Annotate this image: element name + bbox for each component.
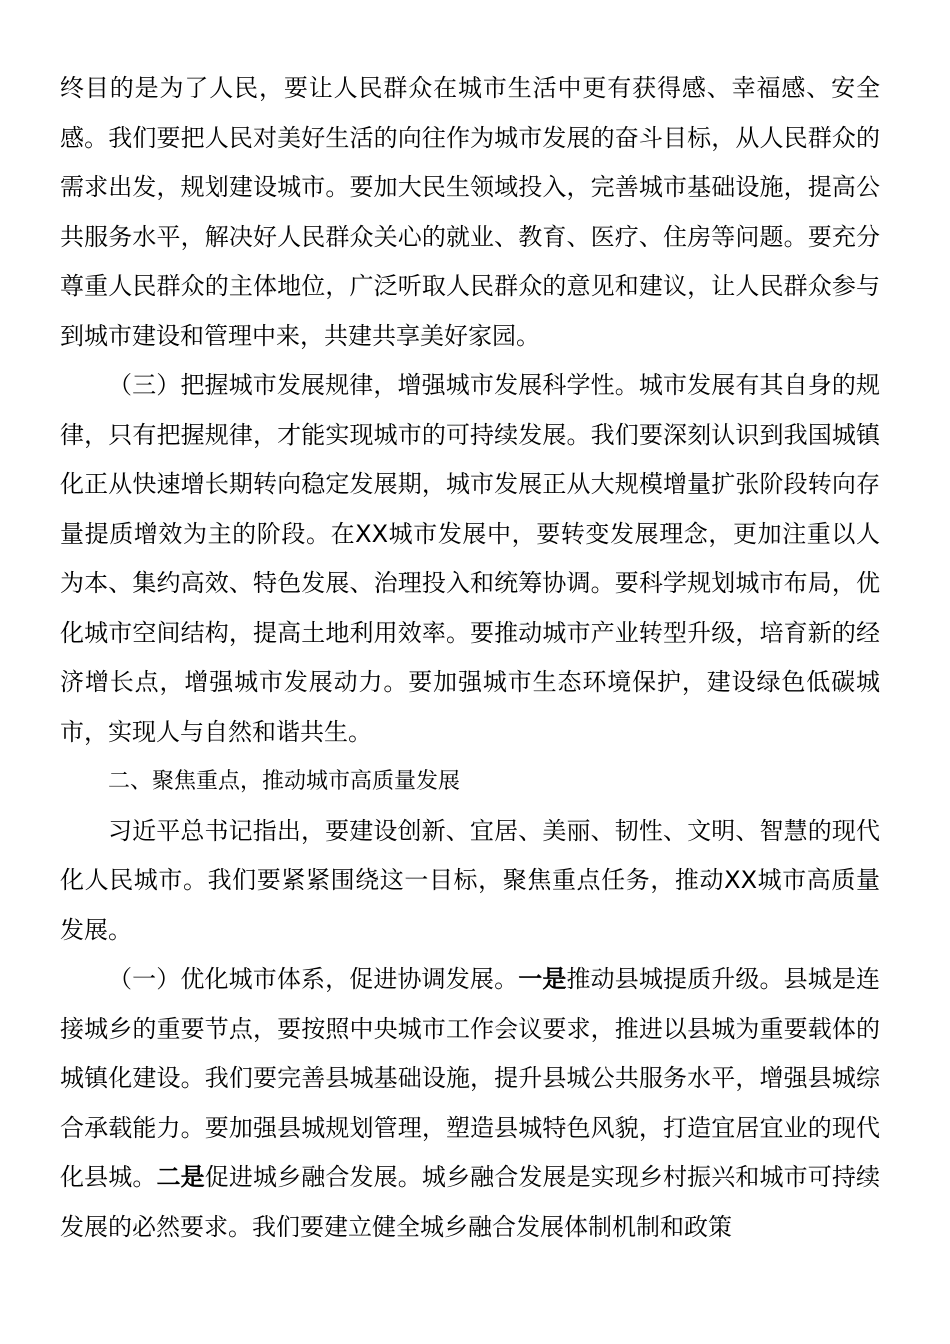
paragraph-subsection-1 [60, 955, 880, 1252]
paragraph-intro-quote: 习近平总书记指出，要建设创新、宜居、美丽、韧性、文明、智慧的现代化人民城市。我们要紧紧围绕这一目标，聚焦重点任务，推动XX城市高质量发展。 [60, 816, 880, 944]
point-marker-2: 二是 [156, 1163, 205, 1191]
document-body [60, 64, 880, 1252]
point-marker-1: 一是 [518, 965, 567, 993]
point-text-1: 推动县城提质升级。县城是连接城乡的重要节点，要按照中央城市工作会议要求，推进以县城为重要载体的城镇化建设。我们要完善县城基础设施，提升县城公共服务水平，增强县城综合承载能力。要加强县城规划管理，塑造县城特色风貌，打造宜居宜业的现代化县城。 [60, 965, 881, 1191]
paragraph-continuation: 终目的是为了人民，要让人民群众在城市生活中更有获得感、幸福感、安全感。我们要把人民对美好生活的向往作为城市发展的奋斗目标，从人民群众的需求出发，规划建设城市。要加大民生领域投入，完善城市基础设施，提高公共服务水平，解决好人民群众关心的就业、教育、医疗、住房等问题。要充分尊重人民群众的主体地位，广泛听取人民群众的意见和建议，让人民群众参与到城市建设和管理中来，共建共享美好家园。 [60, 74, 880, 350]
subsection-title: （一）优化城市体系，促进协调发展。 [108, 965, 519, 993]
paragraph-section-3: （三）把握城市发展规律，增强城市发展科学性。城市发展有其自身的规律，只有把握规律，才能实现城市的可持续发展。我们要深刻认识到我国城镇化正从快速增长期转向稳定发展期，城市发展正从大规模增量扩张阶段转向存量提质增效为主的阶段。在XX城市发展中，要转变发展理念，更加注重以人为本、集约高效、特色发展、治理投入和统筹协调。要科学规划城市布局，优化城市空间结构，提高土地利用效率。要推动城市产业转型升级，培育新的经济增长点，增强城市发展动力。要加强城市生态环境保护，建设绿色低碳城市，实现人与自然和谐共生。 [60, 371, 880, 746]
point-text-2: 促进城乡融合发展。城乡融合发展是实现乡村振兴和城市可持续发展的必然要求。我们要建立健全城乡融合发展体制机制和政策 [60, 1163, 881, 1241]
section-heading-2: 二、聚焦重点，推动城市高质量发展 [108, 769, 461, 794]
